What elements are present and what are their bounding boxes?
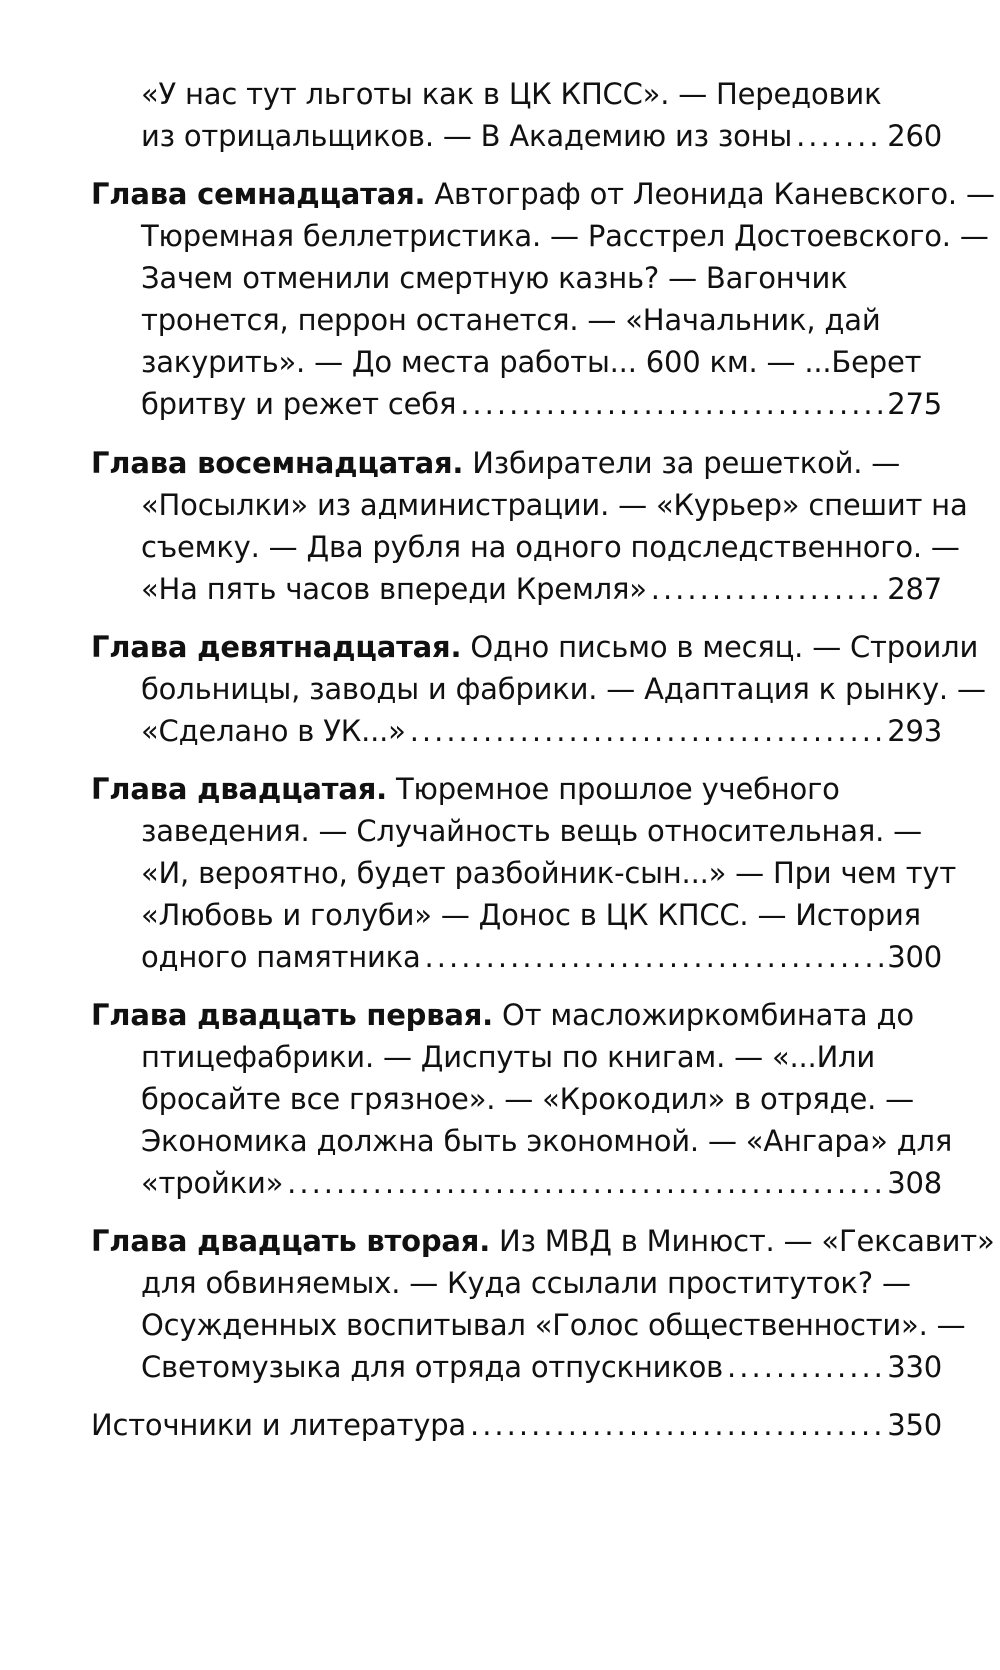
- toc-entry-text: Источники и литература: [91, 1408, 466, 1442]
- toc-entry-line: тронется, перрон останется. — «Начальник, дай: [141, 303, 881, 337]
- dot-leader: [287, 1161, 883, 1205]
- dot-leader: [410, 709, 884, 753]
- toc-entry-last-line: [141, 935, 942, 979]
- chapter-heading: Глава семнадцатая.: [91, 177, 426, 211]
- toc-entry-line: «И, вероятно, будет разбойник-сын...» — При чем тут: [141, 856, 957, 890]
- page-number: 260: [887, 119, 942, 153]
- toc-entry-last-line: [91, 1403, 942, 1447]
- toc-entry-first-line: Глава восемнадцатая. Избиратели за решеткой. —: [91, 446, 901, 480]
- chapter-heading: Глава двадцать первая.: [91, 998, 493, 1032]
- toc-entry-last-line: [141, 1161, 942, 1205]
- toc-entry-line: для обвиняемых. — Куда ссылали проституток? —: [141, 1266, 911, 1300]
- toc-entry-last-line: [141, 567, 942, 611]
- toc-entry-text: «тройки»: [141, 1166, 284, 1200]
- toc-entry-first-line: Глава двадцатая. Тюремное прошлое учебного: [91, 772, 840, 806]
- toc-entry-first-line: Глава двадцать первая. От масложиркомбината до: [91, 998, 914, 1032]
- toc-entry-line: заведения. — Случайность вещь относительная. —: [141, 814, 922, 848]
- toc-entry-line: Тюремная беллетристика. — Расстрел Достоевского. —: [141, 219, 989, 253]
- toc-entry-last-line: [141, 114, 942, 158]
- chapter-heading: Глава двадцать вторая.: [91, 1224, 491, 1258]
- page-number: 275: [887, 387, 942, 421]
- toc-entry-line: съемку. — Два рубля на одного подследственного. —: [141, 530, 960, 564]
- chapter-heading: Глава двадцатая.: [91, 772, 387, 806]
- toc-entry-line: Экономика должна быть экономной. — «Ангара» для: [141, 1124, 953, 1158]
- dot-leader: [425, 935, 884, 979]
- dot-leader: [727, 1345, 883, 1389]
- toc-entry-line: больницы, заводы и фабрики. — Адаптация к рынку. —: [141, 672, 986, 706]
- page-number: 300: [887, 940, 942, 974]
- toc-entry-text: «На пять часов впереди Кремля»: [141, 572, 647, 606]
- toc-entry-last-line: [141, 709, 942, 753]
- toc-entry-line: птицефабрики. — Диспуты по книгам. — «...Или: [141, 1040, 876, 1074]
- page-number: 350: [887, 1408, 942, 1442]
- toc-entry-last-line: [141, 382, 942, 426]
- page-number: 293: [887, 714, 942, 748]
- dot-leader: [651, 567, 883, 611]
- toc-entry-line: Осужденных воспитывал «Голос общественности». —: [141, 1308, 966, 1342]
- toc-entry-text: Светомузыка для отряда отпускников: [141, 1350, 724, 1384]
- toc-entry-line: «Посылки» из администрации. — «Курьер» спешит на: [141, 488, 968, 522]
- chapter-heading: Глава восемнадцатая.: [91, 446, 464, 480]
- toc-entry-last-line: [141, 1345, 942, 1389]
- page-number: 330: [887, 1350, 942, 1384]
- chapter-heading: Глава девятнадцатая.: [91, 630, 462, 664]
- toc-entry-text: бритву и режет себя: [141, 387, 457, 421]
- toc-entry-line: бросайте все грязное». — «Крокодил» в отряде. —: [141, 1082, 914, 1116]
- page-number: 308: [887, 1166, 942, 1200]
- toc-entry-line: «Любовь и голуби» — Донос в ЦК КПСС. — История: [141, 898, 921, 932]
- dot-leader: [460, 382, 883, 426]
- toc-entry-line: «У нас тут льготы как в ЦК КПСС». — Передовик: [141, 77, 882, 111]
- toc-entry-line: Зачем отменили смертную казнь? — Вагончик: [141, 261, 848, 295]
- toc-entry-text: «Сделано в УК...»: [141, 714, 406, 748]
- toc-entry-first-line: Глава девятнадцатая. Одно письмо в месяц. — Строили: [91, 630, 979, 664]
- toc-entry-line: закурить». — До места работы... 600 км. — ...Берет: [141, 345, 922, 379]
- toc-entry-first-line: Глава семнадцатая. Автограф от Леонида Каневского. —: [91, 177, 995, 211]
- toc-entry-text: из отрицальщиков. — В Академию из зоны: [141, 119, 793, 153]
- toc-entry-text: одного памятника: [141, 940, 421, 974]
- dot-leader: [796, 114, 883, 158]
- toc-entry-first-line: Глава двадцать вторая. Из МВД в Минюст. — «Гексавит»: [91, 1224, 995, 1258]
- dot-leader: [470, 1403, 883, 1447]
- page-number: 287: [887, 572, 942, 606]
